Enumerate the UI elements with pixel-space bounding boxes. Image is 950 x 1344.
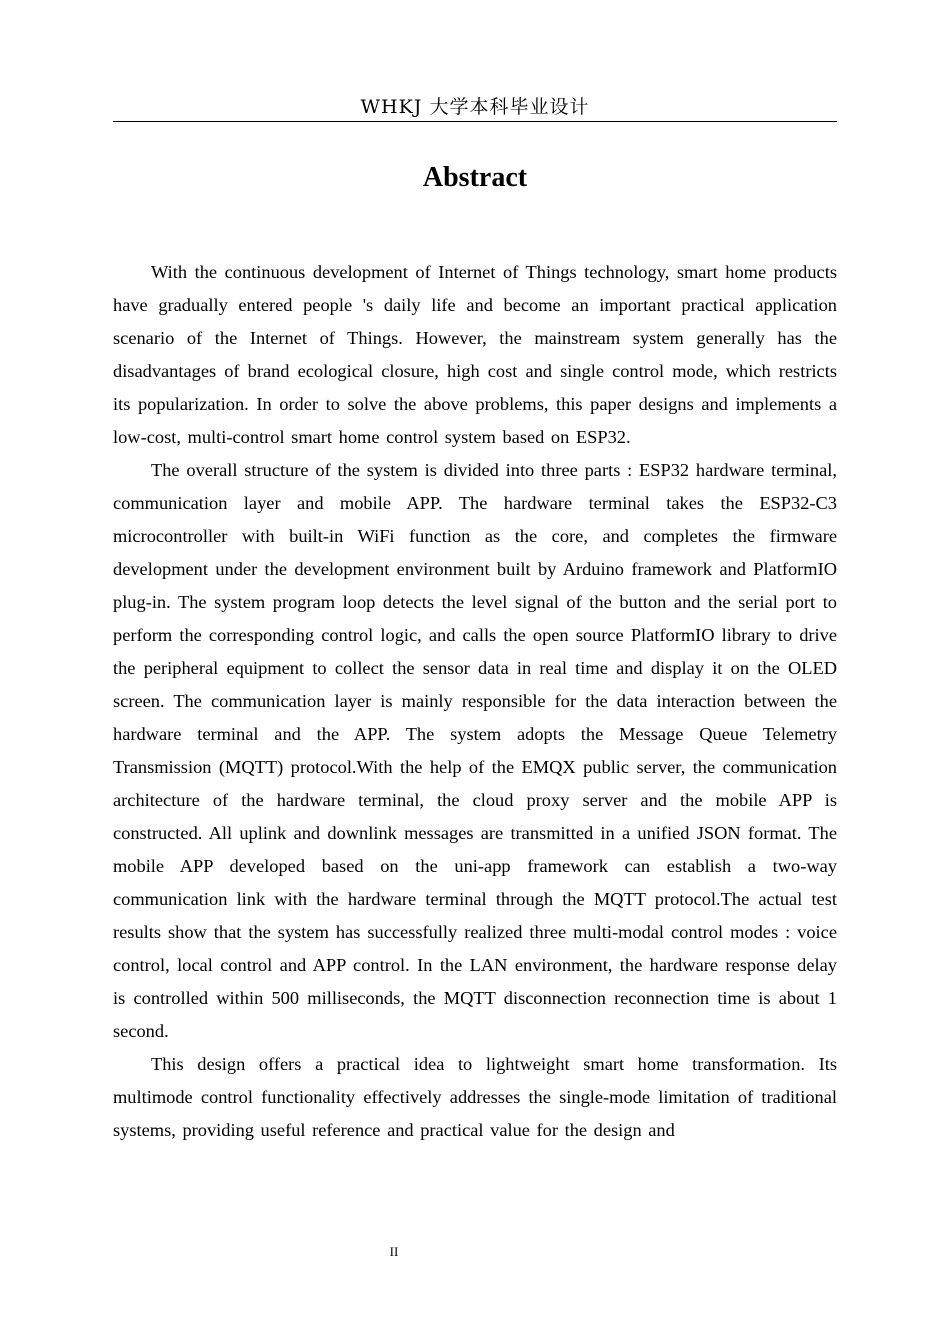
abstract-paragraph: This design offers a practical idea to lightweight smart home transformation. Its multimode control functionality effectively addresses the single-mode limitation of traditional systems, providing useful reference and practical value for the design and [113, 1054, 837, 1140]
header-divider [113, 121, 837, 122]
abstract-body [113, 256, 837, 1226]
abstract-paragraph: The overall structure of the system is divided into three parts : ESP32 hardware terminal, communication layer and mobile APP. The hardware terminal takes the ESP32-C3 microcontroller with built-in WiFi function as the core, and completes the firmware development under the development environment built by Arduino framework and PlatformIO plug-in. The system program loop detects the level signal of the button and the serial port to perform the corresponding control logic, and calls the open source PlatformIO library to drive the peripheral equipment to collect the sensor data in real time and display it on the OLED screen. The communication layer is mainly responsible for the data interaction between the hardware terminal and the APP. The system adopts the Message Queue Telemetry Transmission (MQTT) protocol.With the help of the EMQX public server, the communication architecture of the hardware terminal, the cloud proxy server and the mobile APP is constructed. All uplink and downlink messages are transmitted in a unified JSON format. The mobile APP developed based on the uni-app framework can establish a two-way communication link with the hardware terminal through the MQTT protocol.The actual test results show that the system has successfully realized three multi-modal control modes : voice control, local control and APP control. In the LAN environment, the hardware response delay is controlled within 500 milliseconds, the MQTT disconnection reconnection time is about 1 second. [113, 460, 837, 1041]
abstract-title: Abstract [422, 162, 528, 193]
page-number: II [389, 1244, 399, 1259]
running-header: WHKJ 大学本科毕业设计 [360, 96, 590, 118]
abstract-paragraph: With the continuous development of Internet of Things technology, smart home products have gradually entered people 's daily life and become an important practical application scenario of the Internet of Things. However, the mainstream system generally has the disadvantages of brand ecological closure, high cost and single control mode, which restricts its popularization. In order to solve the above problems, this paper designs and implements a low-cost, multi-control smart home control system based on ESP32. [113, 262, 837, 447]
